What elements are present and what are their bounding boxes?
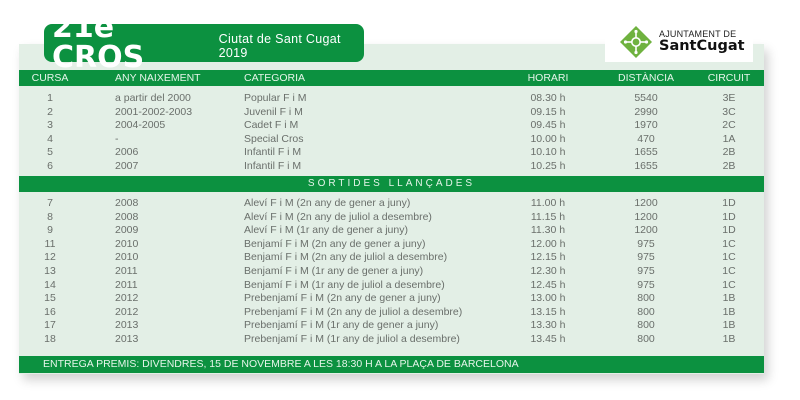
cell-categoria: Special Cros — [244, 132, 304, 145]
cell-distancia: 975 — [637, 237, 655, 250]
cell-categoria: Popular F i M — [244, 92, 307, 104]
cell-horari: 12.15 h — [530, 251, 566, 264]
cell-any: 2006 — [115, 146, 139, 159]
cell-any: - — [115, 132, 119, 145]
table-row — [19, 106, 764, 120]
cell-horari: 09.45 h — [530, 119, 566, 132]
cell-distancia: 800 — [637, 319, 655, 332]
table-row — [19, 292, 764, 306]
cell-circuit: 2C — [722, 119, 736, 132]
cell-circuit: 3E — [722, 92, 736, 104]
event-subtitle: Ciutat de Sant Cugat 2019 — [218, 32, 341, 60]
cell-categoria: Aleví F i M (2n any de gener a juny) — [244, 197, 411, 209]
awards-info: ENTREGA PREMIS: DIVENDRES, 15 DE NOVEMBRE A LES 18:30 H A LA PLAÇA DE BARCELONA — [43, 358, 519, 370]
cell-circuit: 1B — [722, 292, 736, 305]
cell-cursa: 1 — [47, 92, 53, 104]
cell-horari: 12.45 h — [530, 278, 566, 291]
table-row — [19, 306, 764, 320]
cell-cursa: 6 — [47, 159, 53, 172]
cell-any: a partir del 2000 — [115, 92, 191, 104]
table-row — [19, 279, 764, 293]
cell-categoria: Prebenjamí F i M (1r any de gener a juny) — [244, 319, 439, 332]
cell-distancia: 1655 — [634, 146, 658, 159]
cell-circuit: 1A — [722, 132, 736, 145]
table-row — [19, 211, 764, 225]
section-header-sortides-llancades — [19, 176, 764, 192]
cell-circuit: 1D — [722, 210, 736, 223]
cell-any: 2013 — [115, 332, 139, 345]
cell-any: 2011 — [115, 278, 138, 291]
cell-distancia: 1200 — [634, 197, 658, 209]
cell-circuit: 1D — [722, 224, 736, 237]
cell-distancia: 470 — [637, 132, 655, 145]
cell-categoria: Infantil F i M — [244, 146, 302, 159]
cell-cursa: 4 — [47, 132, 53, 145]
cell-horari: 11.15 h — [530, 210, 566, 223]
cell-circuit: 1C — [722, 237, 736, 250]
table-row — [19, 251, 764, 265]
cell-categoria: Benjamí F i M (2n any de juliol a desembre) — [244, 251, 448, 264]
column-header-categoria: CATEGORIA — [244, 72, 306, 84]
cell-cursa: 5 — [47, 146, 53, 159]
cell-distancia: 1200 — [634, 224, 658, 237]
cell-circuit: 1C — [722, 278, 736, 291]
cell-categoria: Aleví F i M (1r any de gener a juny) — [244, 224, 408, 237]
cell-distancia: 800 — [637, 332, 655, 345]
cell-cursa: 13 — [44, 264, 56, 277]
table-row — [19, 119, 764, 133]
cell-categoria: Prebenjamí F i M (1r any de juliol a desembre) — [244, 332, 460, 345]
table-row — [19, 92, 764, 106]
cell-distancia: 975 — [637, 264, 655, 277]
cell-categoria: Infantil F i M — [244, 159, 302, 172]
cell-horari: 08.30 h — [530, 92, 566, 104]
cell-distancia: 5540 — [634, 92, 658, 104]
cell-cursa: 12 — [44, 251, 56, 264]
cell-any: 2013 — [115, 319, 139, 332]
cell-any: 2004-2005 — [115, 119, 166, 132]
sant-cugat-diamond-logo-icon — [619, 25, 653, 59]
cell-horari: 10.25 h — [530, 159, 566, 172]
section-label: SORTIDES LLANÇADES — [307, 178, 476, 189]
cell-any: 2010 — [115, 251, 139, 264]
cell-cursa: 3 — [47, 119, 53, 132]
cell-any: 2009 — [115, 224, 139, 237]
cell-cursa: 18 — [44, 332, 56, 345]
table-row — [19, 197, 764, 211]
ajuntament-logo — [605, 22, 753, 62]
cell-any: 2008 — [115, 210, 139, 223]
cell-circuit: 1B — [722, 319, 736, 332]
logo-line1: AJUNTAMENT DE — [659, 29, 737, 40]
cell-circuit: 1D — [722, 197, 736, 209]
cell-categoria: Benjamí F i M (1r any de juliol a desembre) — [244, 278, 445, 291]
cell-horari: 11.30 h — [530, 224, 566, 237]
cell-cursa: 17 — [44, 319, 56, 332]
cell-cursa: 2 — [47, 105, 53, 118]
cell-cursa: 11 — [44, 237, 56, 250]
cell-any: 2012 — [115, 292, 139, 305]
cell-horari: 12.00 h — [530, 237, 566, 250]
cell-distancia: 975 — [637, 278, 655, 291]
logo-line2: SantCugat — [659, 38, 745, 55]
cell-categoria: Benjamí F i M (2n any de gener a juny) — [244, 237, 426, 250]
cell-categoria: Benjamí F i M (1r any de gener a juny) — [244, 264, 424, 277]
cell-distancia: 975 — [637, 251, 655, 264]
event-title: 21è CROS — [52, 10, 145, 75]
cell-distancia: 1200 — [634, 210, 658, 223]
cell-cursa: 16 — [44, 305, 56, 318]
cell-horari: 13.45 h — [530, 332, 566, 345]
cell-cursa: 8 — [47, 210, 53, 223]
cell-horari: 13.00 h — [530, 292, 566, 305]
cell-circuit: 3C — [722, 105, 736, 118]
cell-cursa: 9 — [47, 224, 53, 237]
column-header-distancia: DISTÀNCIA — [617, 72, 674, 84]
table-body-sortides — [19, 197, 764, 347]
cell-circuit: 1C — [722, 264, 736, 277]
cell-distancia: 1970 — [634, 119, 658, 132]
cell-categoria: Prebenjamí F i M (2n any de juliol a desembre) — [244, 305, 463, 318]
cell-any: 2012 — [115, 305, 139, 318]
cell-circuit: 1B — [722, 305, 736, 318]
cell-horari: 10.00 h — [530, 132, 566, 145]
cell-categoria: Cadet F i M — [244, 119, 299, 132]
cell-any: 2011 — [115, 264, 138, 277]
cell-circuit: 1B — [722, 332, 736, 345]
column-header-cursa: CURSA — [31, 72, 69, 84]
cell-circuit: 2B — [722, 146, 736, 159]
title-badge — [44, 10, 364, 75]
cell-distancia: 2990 — [634, 105, 658, 118]
cell-any: 2008 — [115, 197, 139, 209]
table-row — [19, 224, 764, 238]
table-body-main — [19, 92, 764, 174]
cell-distancia: 800 — [637, 305, 655, 318]
table-row — [19, 265, 764, 279]
table-row — [19, 333, 764, 347]
cell-distancia: 800 — [637, 292, 655, 305]
column-header-any-naixement: ANY NAIXEMENT — [115, 72, 201, 84]
table-row — [19, 160, 764, 174]
cell-any: 2001-2002-2003 — [115, 105, 193, 118]
cell-distancia: 1655 — [634, 159, 658, 172]
table-row — [19, 238, 764, 252]
cell-categoria: Prebenjamí F i M (2n any de gener a juny) — [244, 292, 441, 305]
cell-circuit: 1C — [722, 251, 736, 264]
cell-any: 2010 — [115, 237, 139, 250]
cell-any: 2007 — [115, 159, 139, 172]
cell-categoria: Aleví F i M (2n any de juliol a desembre) — [244, 210, 432, 223]
cell-horari: 12.30 h — [530, 264, 566, 277]
cell-cursa: 7 — [47, 197, 53, 209]
cell-cursa: 14 — [44, 278, 56, 291]
cell-horari: 13.30 h — [530, 319, 566, 332]
table-row — [19, 319, 764, 333]
table-row — [19, 146, 764, 160]
cell-horari: 11.00 h — [530, 197, 566, 209]
footer-awards-bar — [19, 356, 764, 373]
column-header-circuit: CIRCUIT — [707, 72, 751, 84]
cell-horari: 13.15 h — [530, 305, 566, 318]
cell-circuit: 2B — [722, 159, 736, 172]
table-row — [19, 133, 764, 147]
cell-cursa: 15 — [44, 292, 56, 305]
cell-categoria: Juvenil F i M — [244, 105, 303, 118]
cell-horari: 09.15 h — [530, 105, 566, 118]
cell-horari: 10.10 h — [530, 146, 566, 159]
column-header-horari: HORARI — [527, 72, 569, 84]
